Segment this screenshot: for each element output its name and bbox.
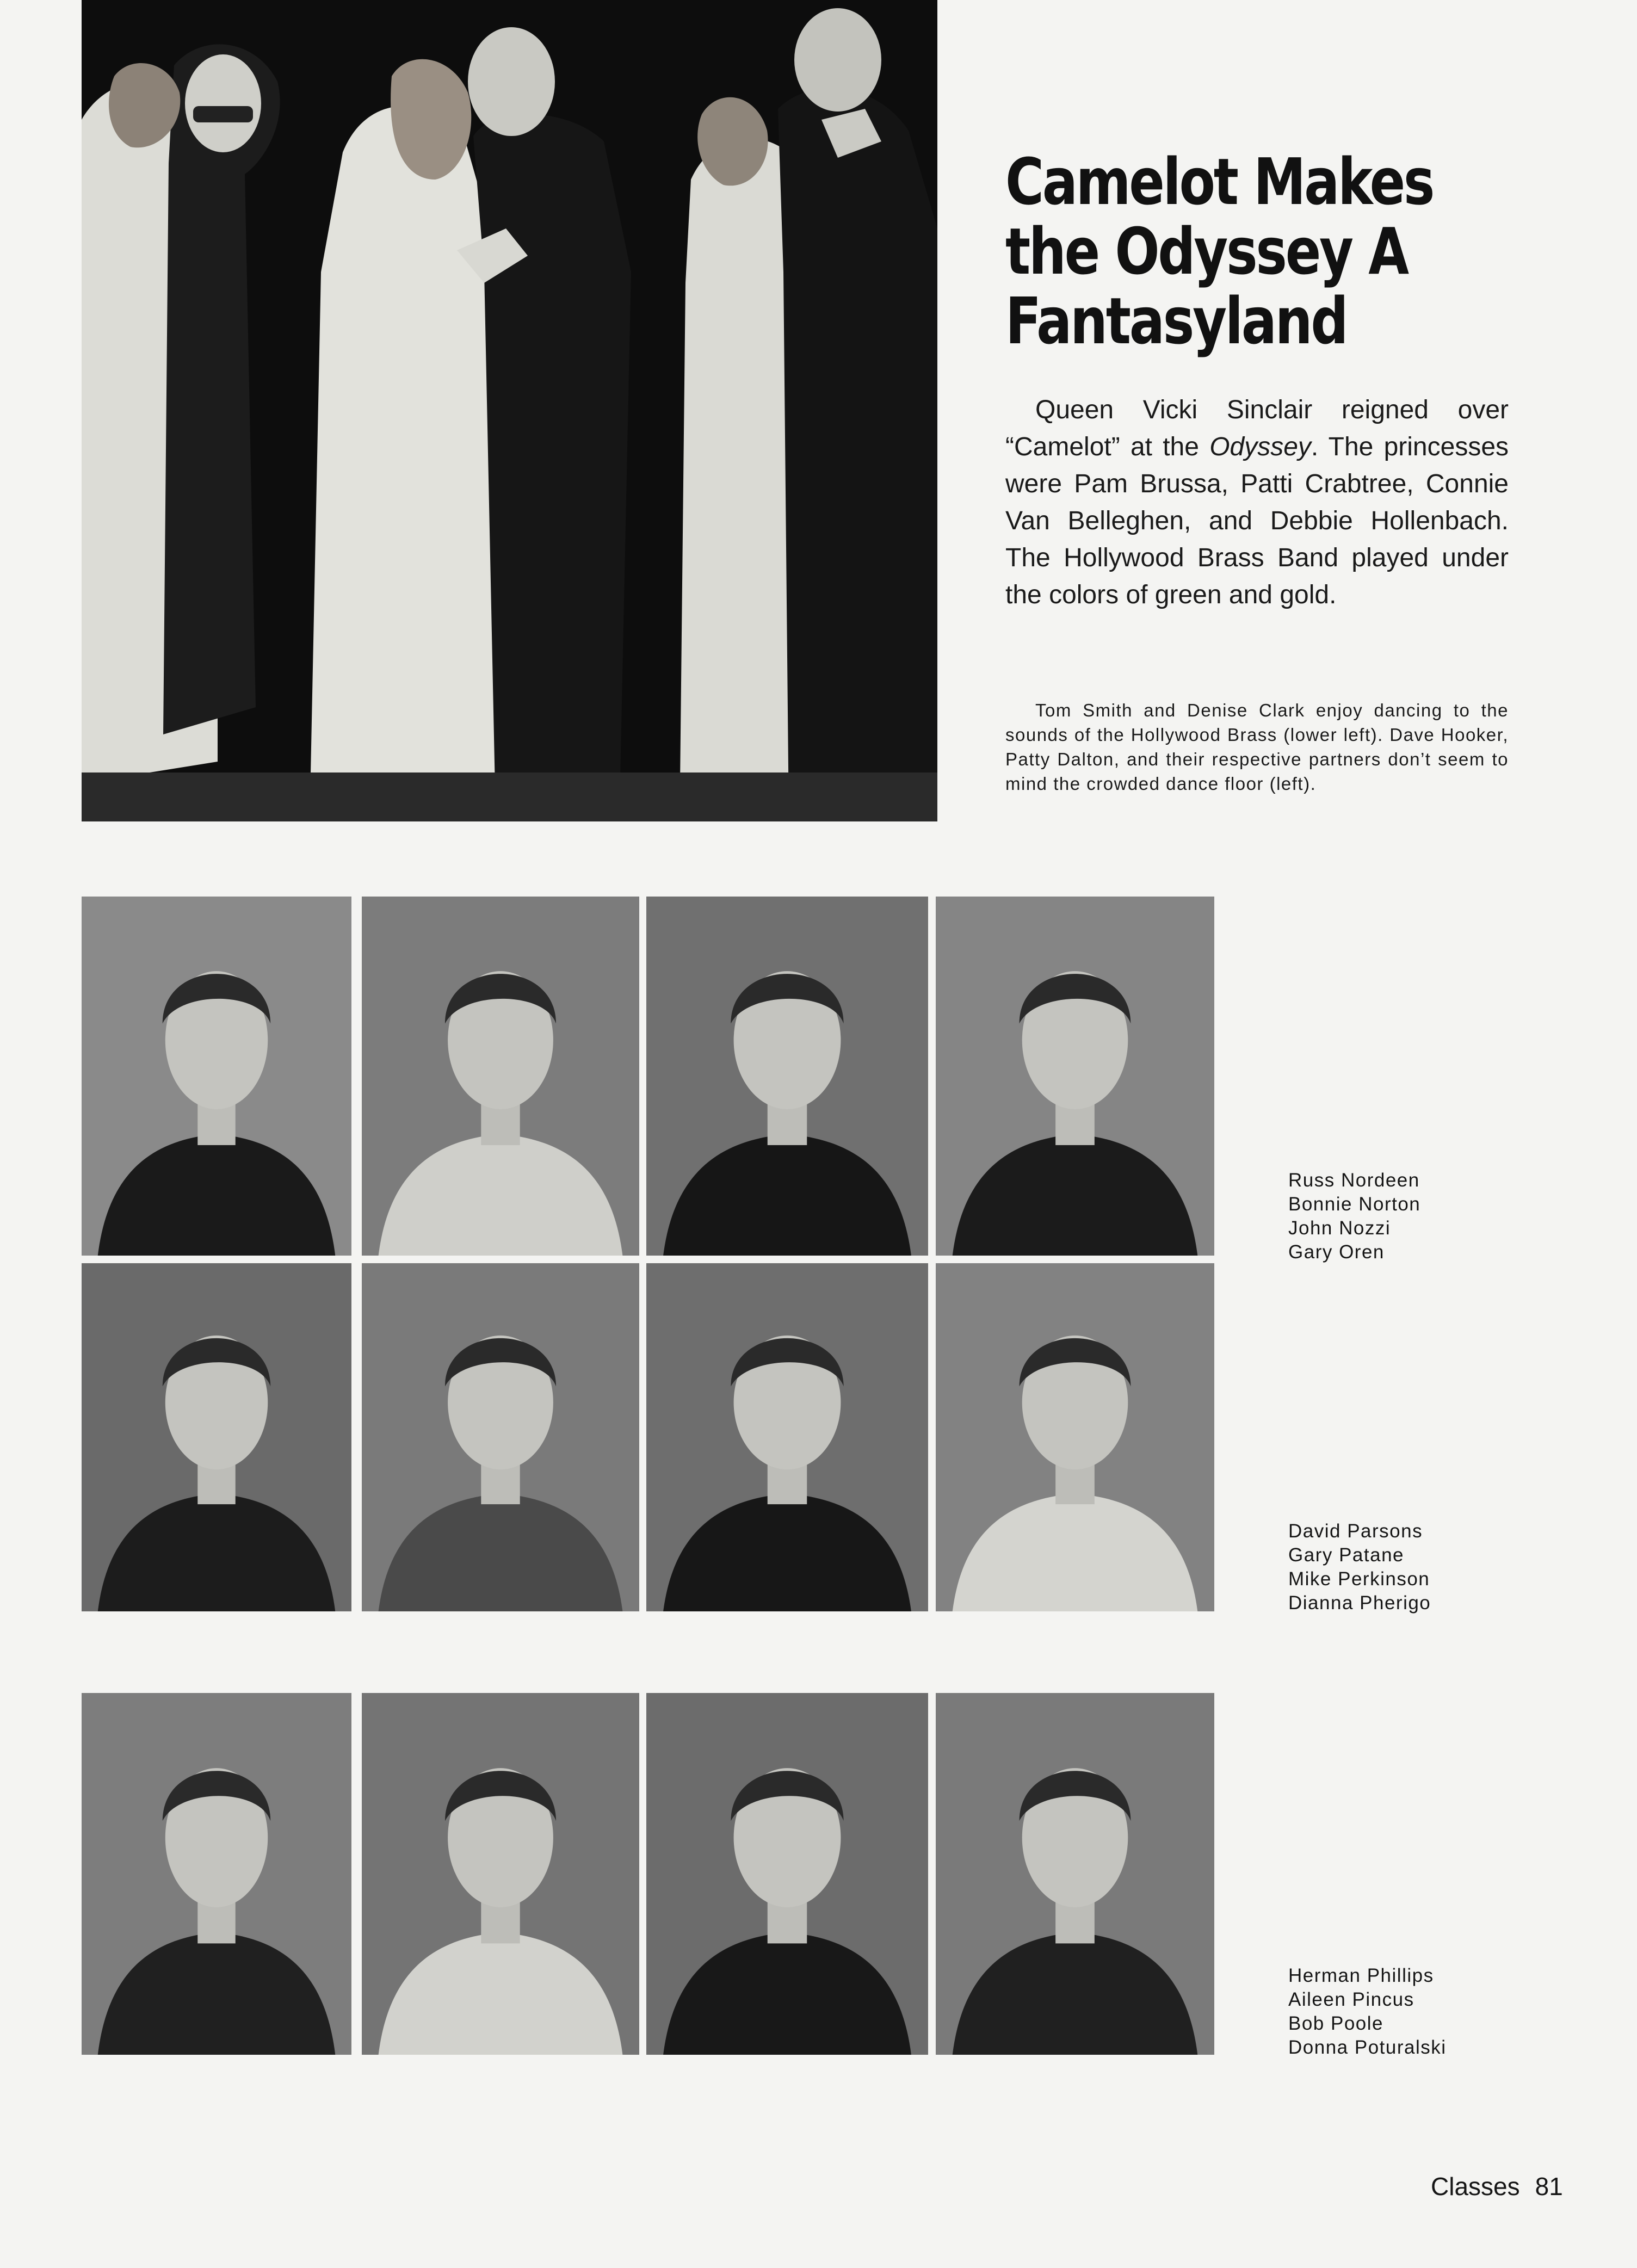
portrait-art — [936, 1263, 1214, 1611]
student-portrait — [936, 1693, 1214, 2055]
portrait-art — [936, 897, 1214, 1256]
title-line: Fantasyland — [1005, 283, 1347, 359]
student-portrait — [646, 897, 928, 1256]
portrait-name: Mike Perkinson — [1288, 1568, 1430, 1590]
portrait-art — [646, 1693, 928, 2055]
article-body — [1005, 392, 1509, 614]
student-portrait — [936, 1263, 1214, 1611]
page-number: 81 — [1535, 2172, 1563, 2201]
portrait-art — [362, 1693, 639, 2055]
body-text-part: . The princesses were Pam Brussa, Patti Crabtree, Connie Van Belleghen, and Debbie Hollenbach. The Hollywood Brass Band played under the colors of green and gold. — [1005, 432, 1509, 609]
student-portrait — [82, 897, 351, 1256]
portrait-art — [646, 897, 928, 1256]
portrait-name: Bob Poole — [1288, 2013, 1384, 2034]
portrait-art — [82, 897, 351, 1256]
portrait-name: Donna Poturalski — [1288, 2037, 1447, 2058]
student-portrait — [362, 1263, 639, 1611]
portrait-art — [646, 1263, 928, 1611]
section-name: Classes — [1431, 2172, 1520, 2201]
portrait-art — [362, 1263, 639, 1611]
dance-photo-art — [82, 0, 937, 821]
student-portrait — [646, 1263, 928, 1611]
portrait-name: Gary Patane — [1288, 1544, 1404, 1566]
portrait-name: Gary Oren — [1288, 1241, 1385, 1263]
dance-photo — [82, 0, 937, 821]
portrait-names-row-2 — [1288, 1519, 1560, 1615]
portrait-name: Herman Phillips — [1288, 1965, 1434, 1986]
caption-text: Tom Smith and Denise Clark enjoy dancing to the sounds of the Hollywood Brass (lower left). Dave Hooker, Patty Dalton, and their respective partners don’t seem to mind the crowded dance floor (left). — [1005, 700, 1509, 794]
portrait-art — [936, 1693, 1214, 2055]
student-portrait — [362, 897, 639, 1256]
photo-caption — [1005, 698, 1509, 796]
student-portrait — [82, 1263, 351, 1611]
page-folio — [1431, 2172, 1563, 2201]
student-portrait — [936, 897, 1214, 1256]
portrait-art — [82, 1693, 351, 2055]
body-text-part: Queen Vicki Sinclair reigned over “Camelot” at the — [1005, 395, 1509, 461]
portrait-name: David Parsons — [1288, 1521, 1423, 1542]
portrait-name: John Nozzi — [1288, 1218, 1391, 1239]
student-portrait — [82, 1693, 351, 2055]
portrait-name: Bonnie Norton — [1288, 1194, 1421, 1215]
body-italic-part: Odyssey — [1209, 432, 1311, 461]
title-line: the Odyssey A — [1005, 214, 1407, 289]
portrait-name: Russ Nordeen — [1288, 1170, 1420, 1191]
student-portrait — [362, 1693, 639, 2055]
article-title — [1005, 144, 1474, 359]
portrait-name: Aileen Pincus — [1288, 1989, 1414, 2010]
portrait-art — [362, 897, 639, 1256]
title-line: Camelot Makes — [1005, 144, 1434, 219]
portrait-names-row-1 — [1288, 1169, 1560, 1264]
portrait-name: Dianna Pherigo — [1288, 1592, 1431, 1614]
portrait-art — [82, 1263, 351, 1611]
portrait-names-row-3 — [1288, 1964, 1560, 2060]
student-portrait — [646, 1693, 928, 2055]
article-paragraph — [1005, 392, 1509, 614]
